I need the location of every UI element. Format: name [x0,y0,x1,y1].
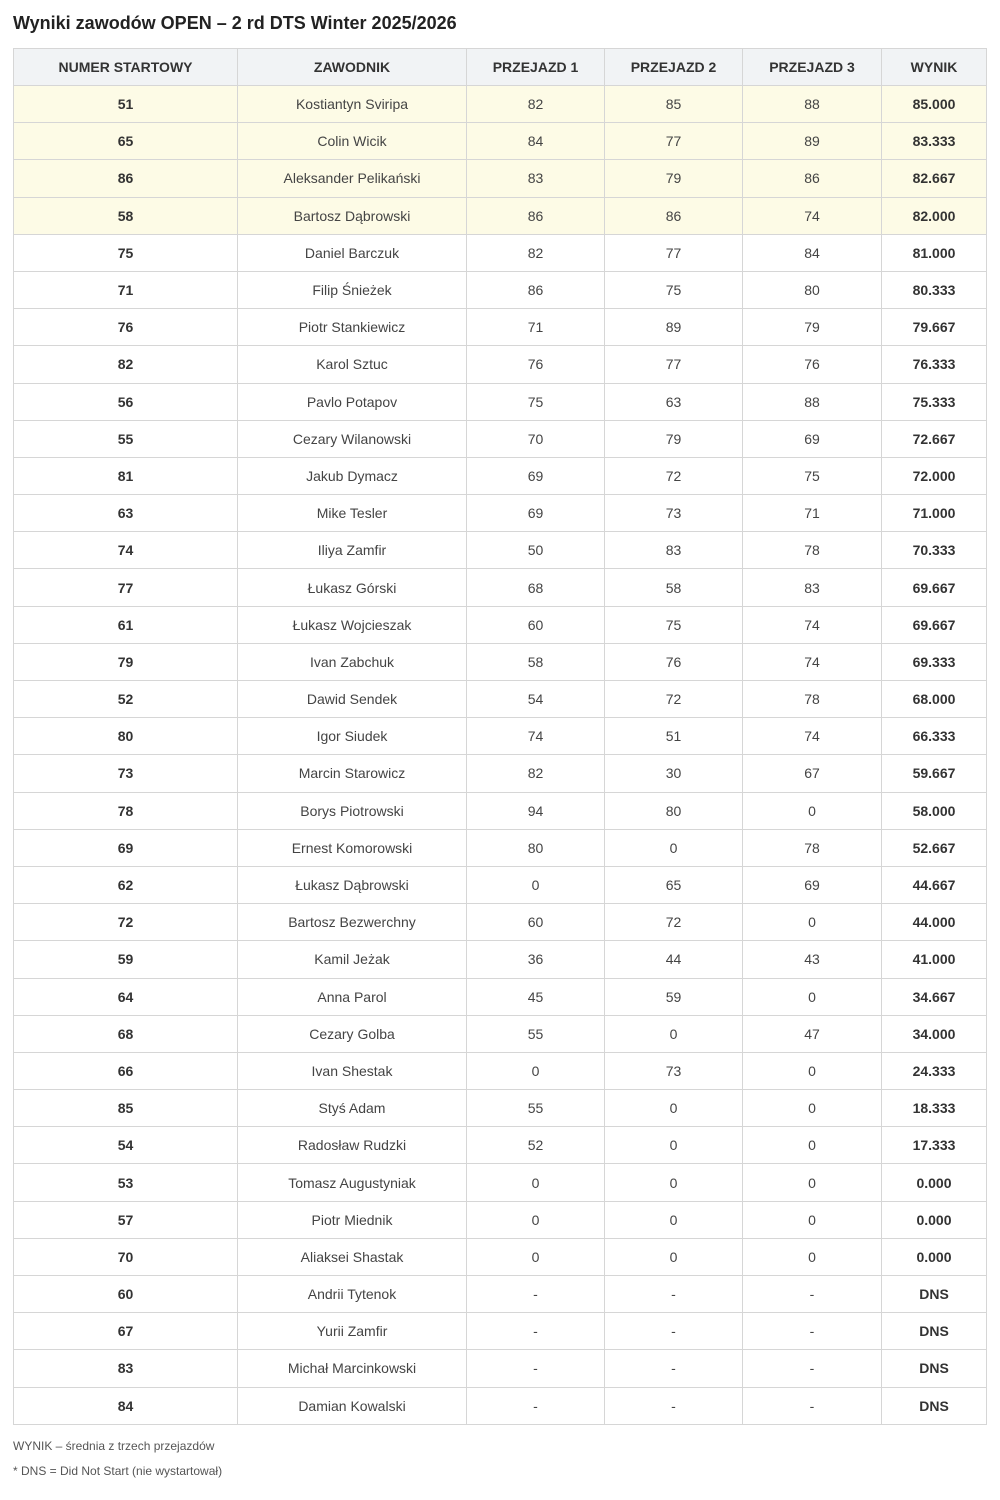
start-number-cell: 84 [14,1387,238,1424]
run-1-cell: 94 [467,792,605,829]
competitor-name-cell: Cezary Wilanowski [238,420,467,457]
competitor-name-cell: Michał Marcinkowski [238,1350,467,1387]
run-3-cell: 74 [743,718,882,755]
table-row [14,86,987,123]
run-2-cell: 0 [605,1090,743,1127]
table-row [14,457,987,494]
run-3-cell: 67 [743,755,882,792]
run-3-cell: 0 [743,1238,882,1275]
table-row [14,904,987,941]
run-2-cell: - [605,1387,743,1424]
table-row [14,420,987,457]
run-3-cell: 86 [743,160,882,197]
competitor-name-cell: Damian Kowalski [238,1387,467,1424]
start-number-cell: 75 [14,234,238,271]
run-3-cell: - [743,1313,882,1350]
run-1-cell: - [467,1350,605,1387]
start-number-cell: 76 [14,309,238,346]
run-2-cell: 0 [605,1127,743,1164]
competitor-name-cell: Kostiantyn Sviripa [238,86,467,123]
result-cell: 0.000 [882,1201,987,1238]
result-cell: DNS [882,1350,987,1387]
result-cell: 68.000 [882,681,987,718]
result-cell: 79.667 [882,309,987,346]
result-cell: 34.667 [882,978,987,1015]
run-1-cell: 74 [467,718,605,755]
table-row [14,197,987,234]
competitor-name-cell: Piotr Stankiewicz [238,309,467,346]
run-1-cell: 60 [467,606,605,643]
run-3-cell: 76 [743,346,882,383]
competitor-name-cell: Radosław Rudzki [238,1127,467,1164]
competitor-name-cell: Karol Sztuc [238,346,467,383]
run-3-cell: 71 [743,495,882,532]
start-number-cell: 51 [14,86,238,123]
run-1-cell: 68 [467,569,605,606]
run-2-cell: 44 [605,941,743,978]
run-3-cell: 80 [743,271,882,308]
run-2-cell: 72 [605,457,743,494]
start-number-cell: 68 [14,1015,238,1052]
run-1-cell: 82 [467,755,605,792]
column-header-result: WYNIK [882,49,987,86]
competitor-name-cell: Tomasz Augustyniak [238,1164,467,1201]
start-number-cell: 85 [14,1090,238,1127]
competitor-name-cell: Marcin Starowicz [238,755,467,792]
run-1-cell: 60 [467,904,605,941]
run-3-cell: 79 [743,309,882,346]
column-header-run-1: PRZEJAZD 1 [467,49,605,86]
table-row [14,271,987,308]
run-2-cell: 89 [605,309,743,346]
result-cell: 69.333 [882,643,987,680]
start-number-cell: 80 [14,718,238,755]
result-cell: 41.000 [882,941,987,978]
start-number-cell: 69 [14,829,238,866]
run-3-cell: 0 [743,792,882,829]
header-row [14,49,987,86]
run-3-cell: 0 [743,1090,882,1127]
competitor-name-cell: Borys Piotrowski [238,792,467,829]
column-header-run-2: PRZEJAZD 2 [605,49,743,86]
run-2-cell: 83 [605,532,743,569]
competitor-name-cell: Ernest Komorowski [238,829,467,866]
run-3-cell: 83 [743,569,882,606]
competitor-name-cell: Cezary Golba [238,1015,467,1052]
table-row [14,160,987,197]
competitor-name-cell: Pavlo Potapov [238,383,467,420]
run-2-cell: 30 [605,755,743,792]
run-2-cell: 75 [605,271,743,308]
result-cell: 76.333 [882,346,987,383]
table-row [14,1387,987,1424]
competitor-name-cell: Colin Wicik [238,123,467,160]
run-3-cell: 47 [743,1015,882,1052]
run-3-cell: 88 [743,383,882,420]
competitor-name-cell: Piotr Miednik [238,1201,467,1238]
start-number-cell: 79 [14,643,238,680]
table-row [14,1127,987,1164]
run-3-cell: - [743,1387,882,1424]
start-number-cell: 63 [14,495,238,532]
run-3-cell: 0 [743,1164,882,1201]
table-body [14,86,987,1425]
column-header-competitor: ZAWODNIK [238,49,467,86]
table-row [14,309,987,346]
run-1-cell: 0 [467,866,605,903]
run-2-cell: - [605,1313,743,1350]
start-number-cell: 55 [14,420,238,457]
table-row [14,569,987,606]
run-2-cell: 63 [605,383,743,420]
run-1-cell: 75 [467,383,605,420]
run-1-cell: 76 [467,346,605,383]
run-1-cell: 0 [467,1164,605,1201]
result-cell: 0.000 [882,1164,987,1201]
start-number-cell: 77 [14,569,238,606]
run-1-cell: 80 [467,829,605,866]
result-cell: 85.000 [882,86,987,123]
result-cell: 80.333 [882,271,987,308]
start-number-cell: 53 [14,1164,238,1201]
table-row [14,1201,987,1238]
competitor-name-cell: Łukasz Wojcieszak [238,606,467,643]
result-cell: DNS [882,1387,987,1424]
competitor-name-cell: Bartosz Dąbrowski [238,197,467,234]
result-cell: DNS [882,1313,987,1350]
run-2-cell: 59 [605,978,743,1015]
competitor-name-cell: Daniel Barczuk [238,234,467,271]
competitor-name-cell: Filip Śnieżek [238,271,467,308]
run-3-cell: 69 [743,420,882,457]
run-2-cell: 73 [605,1052,743,1089]
run-1-cell: 70 [467,420,605,457]
run-1-cell: 0 [467,1201,605,1238]
run-3-cell: 78 [743,829,882,866]
competitor-name-cell: Łukasz Górski [238,569,467,606]
run-1-cell: 58 [467,643,605,680]
run-3-cell: 0 [743,1127,882,1164]
result-cell: 17.333 [882,1127,987,1164]
run-1-cell: - [467,1313,605,1350]
result-cell: 52.667 [882,829,987,866]
table-row [14,234,987,271]
run-2-cell: 72 [605,904,743,941]
competitor-name-cell: Anna Parol [238,978,467,1015]
start-number-cell: 57 [14,1201,238,1238]
footnotes [13,1439,986,1478]
result-cell: 71.000 [882,495,987,532]
run-3-cell: 74 [743,643,882,680]
result-cell: 81.000 [882,234,987,271]
run-2-cell: 75 [605,606,743,643]
start-number-cell: 66 [14,1052,238,1089]
start-number-cell: 60 [14,1276,238,1313]
competitor-name-cell: Igor Siudek [238,718,467,755]
start-number-cell: 64 [14,978,238,1015]
start-number-cell: 52 [14,681,238,718]
run-2-cell: 76 [605,643,743,680]
run-3-cell: 0 [743,1201,882,1238]
run-1-cell: - [467,1276,605,1313]
start-number-cell: 56 [14,383,238,420]
result-cell: 66.333 [882,718,987,755]
result-cell: 59.667 [882,755,987,792]
run-2-cell: 0 [605,1015,743,1052]
run-2-cell: 0 [605,1164,743,1201]
table-row [14,1090,987,1127]
run-3-cell: 78 [743,532,882,569]
run-1-cell: 69 [467,495,605,532]
table-row [14,829,987,866]
results-table [13,48,987,1425]
competitor-name-cell: Bartosz Bezwerchny [238,904,467,941]
result-cell: 72.000 [882,457,987,494]
table-row [14,1052,987,1089]
run-1-cell: 45 [467,978,605,1015]
competitor-name-cell: Ivan Zabchuk [238,643,467,680]
table-row [14,755,987,792]
run-3-cell: 74 [743,606,882,643]
start-number-cell: 58 [14,197,238,234]
result-cell: 69.667 [882,606,987,643]
run-2-cell: 51 [605,718,743,755]
run-1-cell: 86 [467,271,605,308]
start-number-cell: 83 [14,1350,238,1387]
start-number-cell: 71 [14,271,238,308]
run-3-cell: 78 [743,681,882,718]
table-row [14,606,987,643]
start-number-cell: 59 [14,941,238,978]
run-3-cell: 88 [743,86,882,123]
run-3-cell: 74 [743,197,882,234]
table-row [14,532,987,569]
table-row [14,866,987,903]
run-1-cell: 55 [467,1015,605,1052]
column-header-run-3: PRZEJAZD 3 [743,49,882,86]
table-header [14,49,987,86]
run-2-cell: 80 [605,792,743,829]
result-cell: 72.667 [882,420,987,457]
start-number-cell: 61 [14,606,238,643]
competitor-name-cell: Aliaksei Shastak [238,1238,467,1275]
result-cell: 34.000 [882,1015,987,1052]
run-2-cell: - [605,1350,743,1387]
result-cell: 44.000 [882,904,987,941]
run-1-cell: 82 [467,234,605,271]
run-2-cell: 79 [605,160,743,197]
run-1-cell: 50 [467,532,605,569]
run-1-cell: 36 [467,941,605,978]
run-3-cell: - [743,1350,882,1387]
run-3-cell: - [743,1276,882,1313]
start-number-cell: 73 [14,755,238,792]
page-title: Wyniki zawodów OPEN – 2 rd DTS Winter 2025/2026 [13,13,457,33]
run-2-cell: 58 [605,569,743,606]
table-row [14,681,987,718]
run-1-cell: 69 [467,457,605,494]
start-number-cell: 74 [14,532,238,569]
run-3-cell: 84 [743,234,882,271]
table-row [14,718,987,755]
result-cell: 70.333 [882,532,987,569]
competitor-name-cell: Jakub Dymacz [238,457,467,494]
start-number-cell: 54 [14,1127,238,1164]
competitor-name-cell: Iliya Zamfir [238,532,467,569]
run-3-cell: 0 [743,904,882,941]
run-1-cell: 82 [467,86,605,123]
run-2-cell: 79 [605,420,743,457]
result-cell: 83.333 [882,123,987,160]
table-row [14,383,987,420]
run-2-cell: 77 [605,123,743,160]
competitor-name-cell: Ivan Shestak [238,1052,467,1089]
run-1-cell: 71 [467,309,605,346]
footnote-result: WYNIK – średnia z trzech przejazdów [13,1438,215,1453]
table-row [14,941,987,978]
run-2-cell: 0 [605,829,743,866]
start-number-cell: 82 [14,346,238,383]
run-3-cell: 75 [743,457,882,494]
run-2-cell: 0 [605,1238,743,1275]
competitor-name-cell: Yurii Zamfir [238,1313,467,1350]
run-2-cell: 65 [605,866,743,903]
start-number-cell: 81 [14,457,238,494]
start-number-cell: 65 [14,123,238,160]
column-header-start-number: NUMER STARTOWY [14,49,238,86]
result-cell: 75.333 [882,383,987,420]
run-1-cell: 52 [467,1127,605,1164]
result-cell: 82.000 [882,197,987,234]
start-number-cell: 72 [14,904,238,941]
run-2-cell: 0 [605,1201,743,1238]
result-cell: 24.333 [882,1052,987,1089]
run-1-cell: 0 [467,1238,605,1275]
table-row [14,1164,987,1201]
table-row [14,495,987,532]
competitor-name-cell: Andrii Tytenok [238,1276,467,1313]
run-3-cell: 0 [743,1052,882,1089]
table-row [14,1313,987,1350]
run-2-cell: 77 [605,234,743,271]
table-row [14,792,987,829]
table-row [14,1238,987,1275]
table-row [14,978,987,1015]
result-cell: 0.000 [882,1238,987,1275]
run-2-cell: 86 [605,197,743,234]
competitor-name-cell: Styś Adam [238,1090,467,1127]
competitor-name-cell: Aleksander Pelikański [238,160,467,197]
result-cell: DNS [882,1276,987,1313]
competitor-name-cell: Dawid Sendek [238,681,467,718]
competitor-name-cell: Kamil Jeżak [238,941,467,978]
run-3-cell: 43 [743,941,882,978]
result-cell: 82.667 [882,160,987,197]
run-2-cell: 85 [605,86,743,123]
result-cell: 69.667 [882,569,987,606]
run-1-cell: 0 [467,1052,605,1089]
start-number-cell: 86 [14,160,238,197]
run-3-cell: 69 [743,866,882,903]
result-cell: 44.667 [882,866,987,903]
footnote-dns: * DNS = Did Not Start (nie wystartował) [13,1463,223,1478]
run-1-cell: 54 [467,681,605,718]
run-2-cell: - [605,1276,743,1313]
table-row [14,123,987,160]
start-number-cell: 62 [14,866,238,903]
run-2-cell: 72 [605,681,743,718]
table-row [14,643,987,680]
result-cell: 58.000 [882,792,987,829]
run-3-cell: 0 [743,978,882,1015]
result-cell: 18.333 [882,1090,987,1127]
table-row [14,346,987,383]
run-1-cell: 83 [467,160,605,197]
start-number-cell: 70 [14,1238,238,1275]
start-number-cell: 78 [14,792,238,829]
run-2-cell: 77 [605,346,743,383]
run-1-cell: 86 [467,197,605,234]
competitor-name-cell: Mike Tesler [238,495,467,532]
run-2-cell: 73 [605,495,743,532]
run-1-cell: - [467,1387,605,1424]
run-3-cell: 89 [743,123,882,160]
run-1-cell: 55 [467,1090,605,1127]
run-1-cell: 84 [467,123,605,160]
table-row [14,1015,987,1052]
competitor-name-cell: Łukasz Dąbrowski [238,866,467,903]
table-row [14,1276,987,1313]
start-number-cell: 67 [14,1313,238,1350]
table-row [14,1350,987,1387]
